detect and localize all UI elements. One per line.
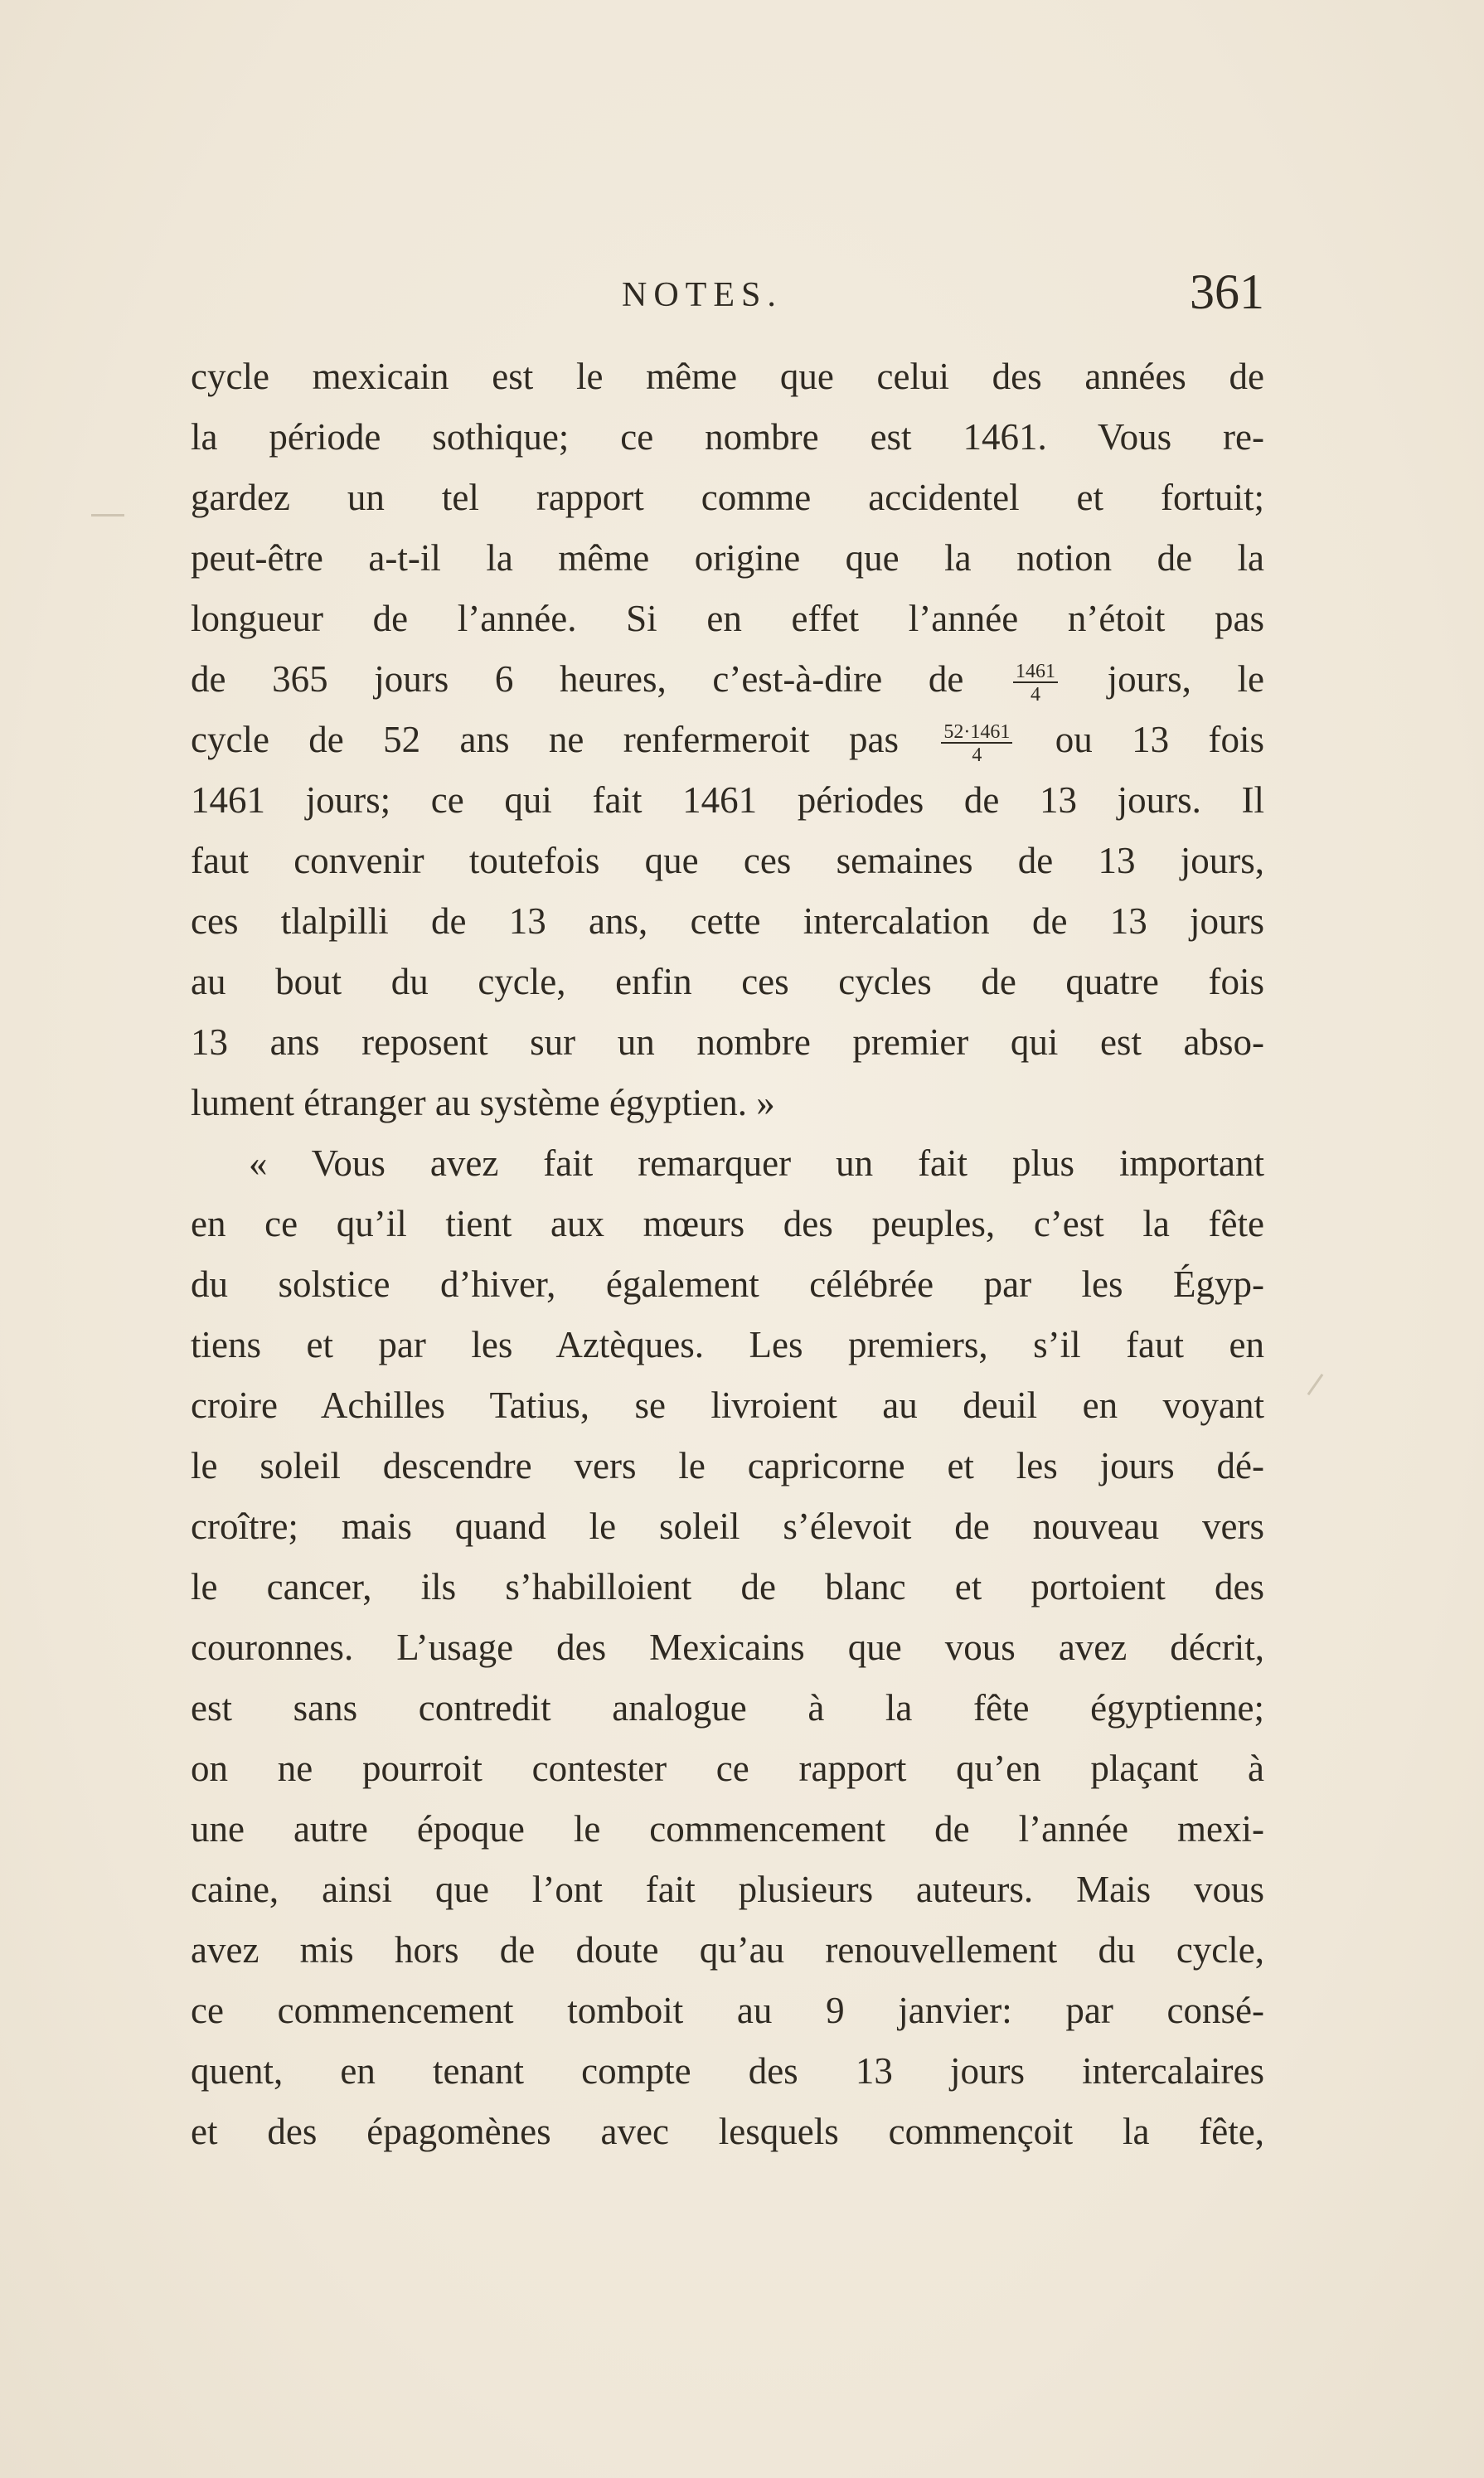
text-line bbox=[191, 710, 1264, 770]
running-title: NOTES. bbox=[622, 276, 783, 314]
fraction bbox=[1013, 662, 1058, 705]
text-span: cycle de 52 ans ne renfermeroit pas bbox=[191, 719, 899, 760]
text-line: « Vous avez fait remarquer un fait plus important bbox=[249, 1142, 1264, 1184]
text-line: quent, en tenant compte des 13 jours intercalaires bbox=[191, 2050, 1264, 2092]
text-span: de 365 jours 6 heures, c’est-à-dire de bbox=[191, 658, 964, 700]
text-line: le cancer, ils s’habilloient de blanc et portoient des bbox=[191, 1566, 1264, 1608]
text-line: en ce qu’il tient aux mœurs des peuples, c’est la fête bbox=[191, 1203, 1264, 1244]
text-line: le soleil descendre vers le capricorne et les jours dé- bbox=[191, 1445, 1264, 1486]
text-line: croître; mais quand le soleil s’élevoit de nouveau vers bbox=[191, 1506, 1264, 1547]
text-line: faut convenir toutefois que ces semaines de 13 jours, bbox=[191, 840, 1264, 881]
fraction-numerator: 1461 bbox=[1013, 662, 1058, 683]
text-line: croire Achilles Tatius, se livroient au deuil en voyant bbox=[191, 1384, 1264, 1426]
text-line: avez mis hors de doute qu’au renouvellement du cycle, bbox=[191, 1929, 1264, 1971]
fraction bbox=[941, 722, 1012, 765]
text-line: la période sothique; ce nombre est 1461. Vous re- bbox=[191, 416, 1264, 458]
text-line: on ne pourroit contester ce rapport qu’en plaçant à bbox=[191, 1748, 1264, 1789]
scan-mark bbox=[91, 514, 124, 516]
fraction-denominator: 4 bbox=[1030, 683, 1040, 706]
fraction-denominator: 4 bbox=[972, 744, 982, 766]
text-line: tiens et par les Aztèques. Les premiers, s’il faut en bbox=[191, 1324, 1264, 1365]
page-header bbox=[191, 264, 1264, 325]
text-span: ou 13 fois bbox=[1055, 719, 1265, 760]
text-line: du solstice d’hiver, également célébrée par les Égyp- bbox=[191, 1263, 1264, 1305]
fraction-numerator: 52·1461 bbox=[941, 722, 1012, 744]
scan-mark bbox=[1307, 1374, 1324, 1395]
text-line: 1461 jours; ce qui fait 1461 périodes de 13 jours. Il bbox=[191, 779, 1264, 821]
text-line: ces tlalpilli de 13 ans, cette intercalation de 13 jours bbox=[191, 900, 1264, 942]
text-span: jours, le bbox=[1107, 658, 1264, 700]
text-line: au bout du cycle, enfin ces cycles de quatre fois bbox=[191, 961, 1264, 1002]
text-line: 13 ans reposent sur un nombre premier qui est abso- bbox=[191, 1021, 1264, 1063]
text-line bbox=[191, 649, 1264, 710]
text-line: ce commencement tomboit au 9 janvier: par consé- bbox=[191, 1990, 1264, 2031]
text-line: longueur de l’année. Si en effet l’année n’étoit pas bbox=[191, 598, 1264, 639]
text-line: peut-être a-t-il la même origine que la notion de la bbox=[191, 537, 1264, 579]
text-line: cycle mexicain est le même que celui des années de bbox=[191, 356, 1264, 397]
text-line: et des épagomènes avec lesquels commençoit la fête, bbox=[191, 2111, 1264, 2152]
text-line: une autre époque le commencement de l’année mexi- bbox=[191, 1808, 1264, 1850]
text-line: lument étranger au système égyptien. » bbox=[191, 1082, 775, 1123]
page-number: 361 bbox=[1190, 264, 1264, 319]
text-body bbox=[191, 347, 1264, 2162]
text-line: caine, ainsi que l’ont fait plusieurs auteurs. Mais vous bbox=[191, 1869, 1264, 1910]
text-line: gardez un tel rapport comme accidentel et fortuit; bbox=[191, 477, 1264, 518]
text-line: est sans contredit analogue à la fête égyptienne; bbox=[191, 1687, 1264, 1729]
text-line: couronnes. L’usage des Mexicains que vous avez décrit, bbox=[191, 1627, 1264, 1668]
